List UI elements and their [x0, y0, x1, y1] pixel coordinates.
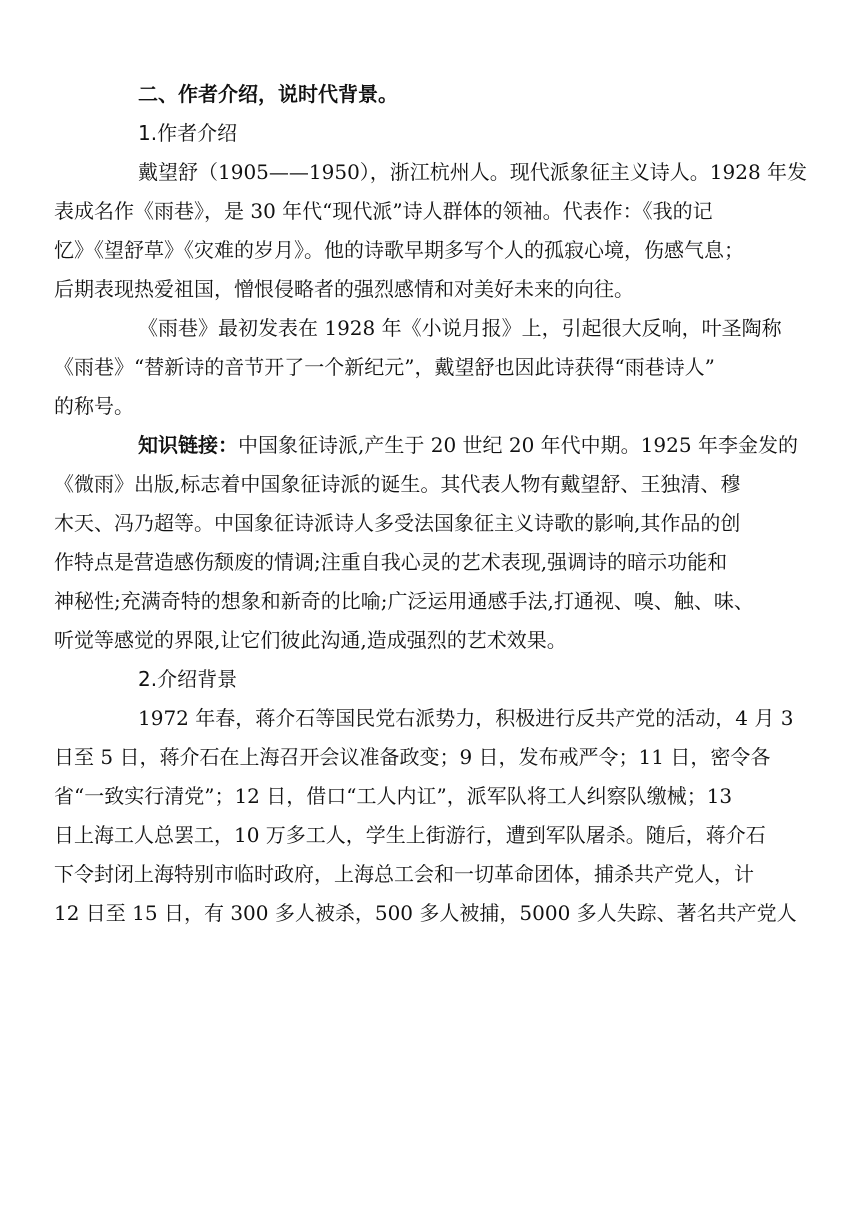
section-heading: 二、作者介绍，说时代背景。	[138, 82, 398, 106]
paragraph-line: 听觉等感觉的界限,让它们彼此沟通,造成强烈的艺术效果。	[54, 628, 567, 652]
paragraph-line: 戴望舒（1905——1950），浙江杭州人。现代派象征主义诗人。1928 年发	[138, 160, 808, 184]
paragraph-line: 日至 5 日，蒋介石在上海召开会议准备政变；9 日，发布戒严令；11 日，密令各	[54, 745, 771, 769]
paragraph-line: 作特点是营造感伤颓废的情调;注重自我心灵的艺术表现,强调诗的暗示功能和	[54, 550, 728, 574]
knowledge-link-text: 中国象征诗派,产生于 20 世纪 20 年代中期。1925 年李金发的	[238, 433, 798, 457]
knowledge-link-line	[138, 433, 798, 472]
paragraph-line: 下令封闭上海特别市临时政府，上海总工会和一切革命团体，捕杀共产党人，计	[54, 862, 754, 886]
subsection-heading: 1.作者介绍	[138, 121, 238, 145]
paragraph-line: 省“一致实行清党”；12 日，借口“工人内讧”，派军队将工人纠察队缴械；13	[54, 784, 733, 808]
paragraph-line: 《雨巷》最初发表在 1928 年《小说月报》上，引起很大反响，叶圣陶称	[138, 316, 782, 340]
paragraph-line: 后期表现热爱祖国，憎恨侵略者的强烈感情和对美好未来的向往。	[54, 277, 634, 301]
paragraph-line: 忆》《望舒草》《灾难的岁月》。他的诗歌早期多写个人的孤寂心境，伤感气息；	[54, 238, 744, 262]
paragraph-line: 《微雨》出版,标志着中国象征诗派的诞生。其代表人物有戴望舒、王独清、穆	[54, 472, 741, 496]
paragraph-line: 日上海工人总罢工，10 万多工人，学生上街游行，遭到军队屠杀。随后，蒋介石	[54, 823, 766, 847]
paragraph-line: 的称号。	[54, 394, 134, 418]
document-content	[54, 82, 808, 940]
knowledge-link-label: 知识链接：	[138, 433, 238, 457]
paragraph-line: 1972 年春，蒋介石等国民党右派势力，积极进行反共产党的活动，4 月 3	[138, 706, 794, 730]
paragraph-line: 神秘性;充满奇特的想象和新奇的比喻;广泛运用通感手法,打通视、嗅、触、味、	[54, 589, 754, 613]
paragraph-line: 《雨巷》“替新诗的音节开了一个新纪元”，戴望舒也因此诗获得“雨巷诗人”	[54, 355, 715, 379]
subsection-heading: 2.介绍背景	[138, 667, 238, 691]
paragraph-line: 表成名作《雨巷》，是 30 年代“现代派”诗人群体的领袖。代表作：《我的记	[54, 199, 713, 223]
paragraph-line: 12 日至 15 日，有 300 多人被杀，500 多人被捕，5000 多人失踪、著名共产党人	[54, 901, 797, 925]
paragraph-line: 木天、冯乃超等。中国象征诗派诗人多受法国象征主义诗歌的影响,其作品的创	[54, 511, 741, 535]
